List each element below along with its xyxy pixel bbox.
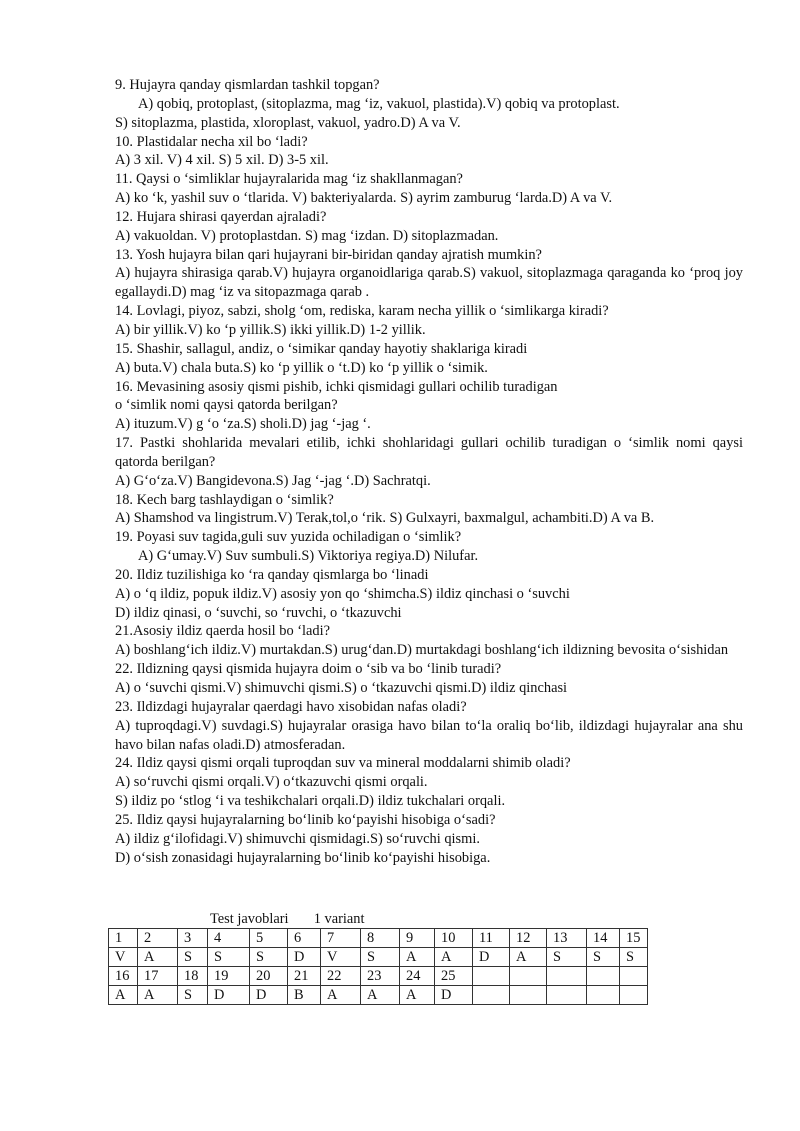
text-line: 19. Poyasi suv tagida,guli suv yuzida ochiladigan o ‘simlik? (115, 529, 462, 546)
answer-cell: S (361, 948, 400, 967)
answer-cell: A (138, 986, 178, 1005)
answer-cell: A (138, 948, 178, 967)
text-line: 25. Ildiz qaysi hujayralarning bo‘linib ko‘payishi hisobiga o‘sadi? (115, 811, 496, 828)
answer-cell: B (288, 986, 321, 1005)
answer-cell: S (620, 948, 648, 967)
answers-heading (210, 910, 364, 928)
answer-cell: A (435, 948, 473, 967)
text-line: 20. Ildiz tuzilishiga ko ‘ra qanday qismlarga bo ‘linadi (115, 566, 429, 583)
question-number-cell: 12 (510, 929, 547, 948)
text-line: A) 3 xil. V) 4 xil. S) 5 xil. D) 3-5 xil. (115, 152, 329, 169)
text-line: A) G‘o‘za.V) Bangidevona.S) Jag ‘-jag ‘.D) Sachratqi. (115, 472, 431, 489)
text-line: 14. Lovlagi, piyoz, sabzi, sholg ‘om, rediska, karam necha yillik o ‘simlikarga kiradi? (115, 303, 609, 320)
question-number-cell (473, 967, 510, 986)
answer-cell: A (321, 986, 361, 1005)
question-number-cell: 11 (473, 929, 510, 948)
question-number-cell: 8 (361, 929, 400, 948)
text-line: A) hujayra shirasiga qarab.V) hujayra organoidlariga qarab.S) vakuol, sitoplazmaga qaraganda ko ‘proq joy egallaydi.D) mag ‘iz va sitopazmaga qarab . (115, 265, 743, 301)
question-number-cell: 22 (321, 967, 361, 986)
text-line: 22. Ildizning qaysi qismida hujayra doim o ‘sib va bo ‘linib turadi? (115, 661, 502, 678)
answer-cell: D (250, 986, 288, 1005)
text-line: 23. Ildizdagi hujayralar qaerdagi havo xisobidan nafas oladi? (115, 698, 467, 715)
text-line: 21.Asosiy ildiz qaerda hosil bo ‘ladi? (115, 623, 331, 640)
question-number-cell: 20 (250, 967, 288, 986)
answer-cell: A (361, 986, 400, 1005)
question-number-cell: 24 (400, 967, 435, 986)
text-line: 17. Pastki shohlarida mevalari etilib, ichki shohlaridagi gullari ochilib turadigan o ‘simlik nomi qaysi qatorda berilgan? (115, 435, 743, 470)
text-line: A) boshlang‘ich ildiz.V) murtakdan.S) urug‘dan.D) murtakdagi boshlang‘ich ildizning bevosita o‘sishidan (115, 642, 729, 659)
answer-cell: A (109, 986, 138, 1005)
answers-title: Test javoblari (210, 911, 289, 927)
text-line: A) so‘ruvchi qismi orqali.V) o‘tkazuvchi qismi orqali. (115, 774, 428, 791)
text-line: A) ildiz g‘ilofidagi.V) shimuvchi qismidagi.S) so‘ruvchi qismi. (115, 830, 480, 847)
text-line: S) sitoplazma, plastida, xloroplast, vakuol, yadro.D) A va V. (115, 114, 461, 131)
answer-cell: D (473, 948, 510, 967)
question-number-cell: 18 (178, 967, 208, 986)
text-line: A) ituzum.V) g ‘o ‘za.S) sholi.D) jag ‘-jag ‘. (115, 416, 371, 433)
text-line: 10. Plastidalar necha xil bo ‘ladi? (115, 133, 308, 150)
question-number-cell: 14 (587, 929, 620, 948)
question-number-cell: 16 (109, 967, 138, 986)
question-list (115, 76, 743, 867)
question-number-cell: 15 (620, 929, 648, 948)
question-number-cell (547, 967, 587, 986)
answers-table (108, 928, 648, 1005)
answer-cell: S (547, 948, 587, 967)
question-number-cell: 1 (109, 929, 138, 948)
text-line: 24. Ildiz qaysi qismi orqali tuproqdan suv va mineral moddalarni shimib oladi? (115, 755, 571, 772)
text-line: A) tuproqdagi.V) suvdagi.S) hujayralar orasiga havo bilan to‘la oraliq bo‘lib, ildizdagi hujayralar ana shu havo bilan nafas oladi.D) atmosferadan. (115, 717, 743, 753)
question-number-cell: 13 (547, 929, 587, 948)
question-number-cell: 23 (361, 967, 400, 986)
answer-cell: A (400, 948, 435, 967)
text-line: A) buta.V) chala buta.S) ko ‘p yillik o ‘t.D) ko ‘p yillik o ‘simik. (115, 359, 488, 376)
answer-cell: V (321, 948, 361, 967)
question-number-cell: 19 (208, 967, 250, 986)
text-line: A) qobiq, protoplast, (sitoplazma, mag ‘iz, vakuol, plastida).V) qobiq va protoplast. (138, 95, 620, 112)
answers-row (109, 967, 648, 986)
question-number-cell: 21 (288, 967, 321, 986)
answer-cell (473, 986, 510, 1005)
question-number-cell (587, 967, 620, 986)
question-number-cell (510, 967, 547, 986)
answers-row (109, 948, 648, 967)
answer-cell (587, 986, 620, 1005)
answer-cell: V (109, 948, 138, 967)
question-number-cell: 2 (138, 929, 178, 948)
question-number-cell: 10 (435, 929, 473, 948)
answer-cell: A (510, 948, 547, 967)
answers-row (109, 929, 648, 948)
text-line: A) bir yillik.V) ko ‘p yillik.S) ikki yillik.D) 1-2 yillik. (115, 321, 426, 338)
answer-cell: D (208, 986, 250, 1005)
answer-cell: S (178, 948, 208, 967)
text-line: A) G‘umay.V) Suv sumbuli.S) Viktoriya regiya.D) Nilufar. (138, 548, 479, 565)
text-line: A) o ‘suvchi qismi.V) shimuvchi qismi.S) o ‘tkazuvchi qismi.D) ildiz qinchasi (115, 680, 568, 696)
answer-cell: S (208, 948, 250, 967)
answers-row (109, 986, 648, 1005)
question-number-cell: 25 (435, 967, 473, 986)
answers-variant: 1 variant (313, 911, 365, 927)
answer-cell: D (435, 986, 473, 1005)
text-line: 15. Shashir, sallagul, andiz, o ‘simikar qanday hayotiy shaklariga kiradi (115, 340, 528, 357)
text-line: 12. Hujara shirasi qayerdan ajraladi? (115, 208, 327, 225)
text-line: S) ildiz po ‘stlog ‘i va teshikchalari orqali.D) ildiz tukchalari orqali. (115, 793, 506, 810)
text-line: 16. Mevasining asosiy qismi pishib, ichki qismidagi gullari ochilib turadigan (115, 378, 558, 395)
text-line: 11. Qaysi o ‘simliklar hujayralarida mag ‘iz shakllanmagan? (115, 171, 463, 188)
text-line: D) o‘sish zonasidagi hujayralarning bo‘linib ko‘payishi hisobiga. (115, 849, 491, 866)
text-line: D) ildiz qinasi, o ‘suvchi, so ‘ruvchi, o ‘tkazuvchi (115, 604, 402, 621)
answer-cell: S (250, 948, 288, 967)
question-number-cell: 7 (321, 929, 361, 948)
text-line: A) Shamshod va lingistrum.V) Terak,tol,o ‘rik. S) Gulxayri, baxmalgul, achambiti.D) A va B. (115, 510, 655, 527)
question-number-cell (620, 967, 648, 986)
question-number-cell: 5 (250, 929, 288, 948)
text-line: 9. Hujayra qanday qismlardan tashkil topgan? (115, 77, 380, 93)
text-line: o ‘simlik nomi qaysi qatorda berilgan? (115, 397, 338, 414)
text-line: 13. Yosh hujayra bilan qari hujayrani bir-biridan qanday ajratish mumkin? (115, 246, 542, 263)
question-number-cell: 9 (400, 929, 435, 948)
text-line: A) ko ‘k, yashil suv o ‘tlarida. V) bakteriyalarda. S) ayrim zamburug ‘larda.D) A va V. (115, 190, 613, 207)
text-line: 18. Kech barg tashlaydigan o ‘simlik? (115, 491, 334, 508)
question-number-cell: 6 (288, 929, 321, 948)
text-line: A) o ‘q ildiz, popuk ildiz.V) asosiy yon qo ‘shimcha.S) ildiz qinchasi o ‘suvchi (115, 585, 570, 602)
answer-cell (620, 986, 648, 1005)
answer-cell: A (400, 986, 435, 1005)
question-number-cell: 3 (178, 929, 208, 948)
answer-cell (510, 986, 547, 1005)
answer-cell (547, 986, 587, 1005)
answer-cell: S (178, 986, 208, 1005)
answer-cell: D (288, 948, 321, 967)
text-line: A) vakuoldan. V) protoplastdan. S) mag ‘izdan. D) sitoplazmadan. (115, 227, 499, 244)
question-number-cell: 4 (208, 929, 250, 948)
answer-cell: S (587, 948, 620, 967)
question-number-cell: 17 (138, 967, 178, 986)
